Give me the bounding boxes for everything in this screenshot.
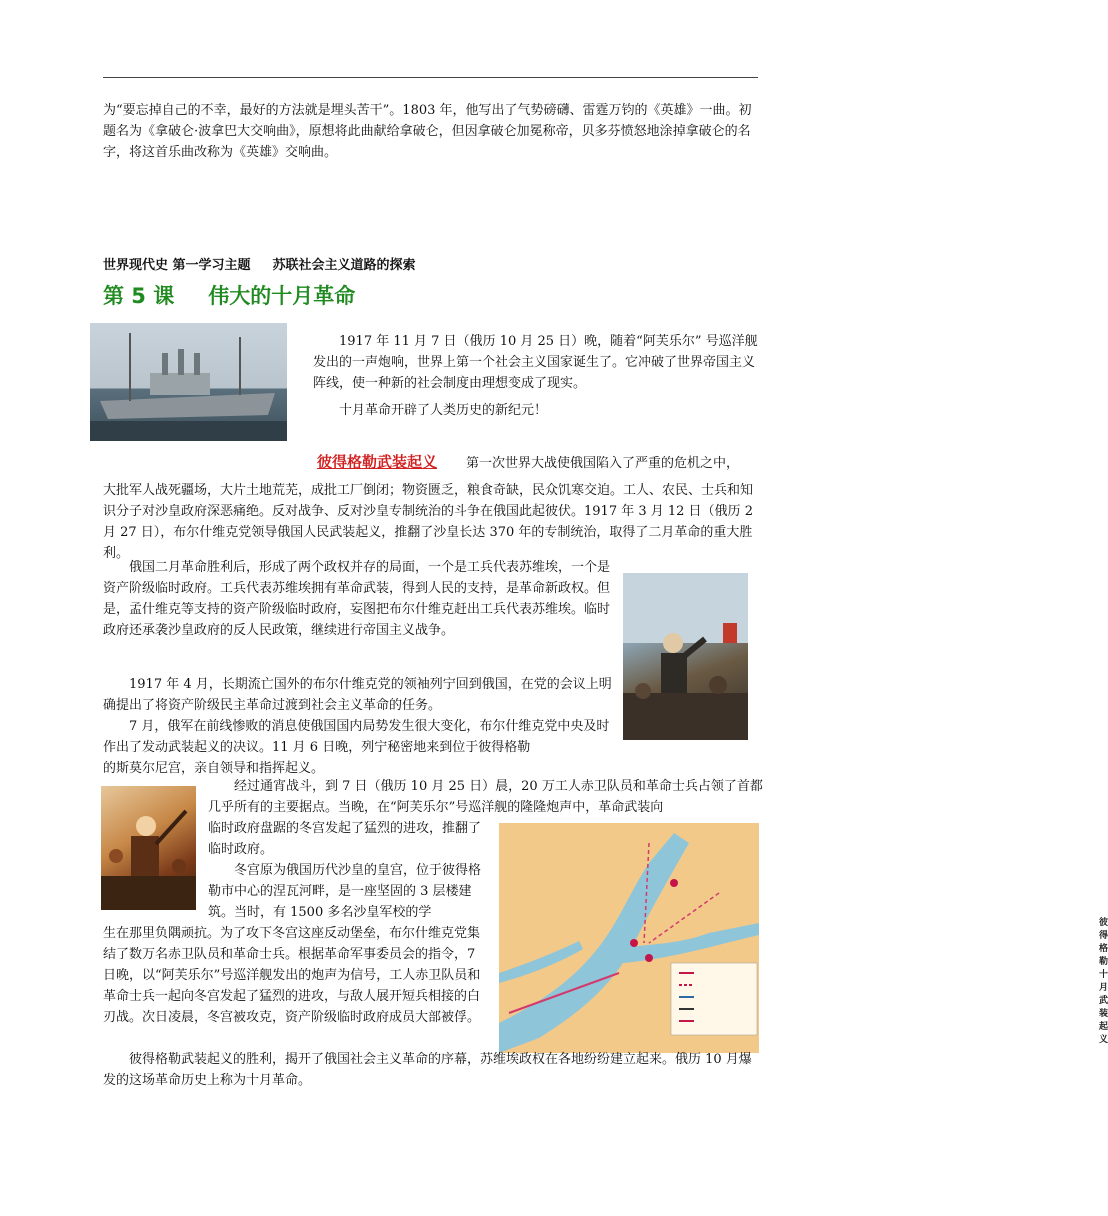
aurora-cruiser-photo	[90, 323, 287, 441]
lenin-speech-painting	[623, 573, 748, 740]
dual-power-paragraph: 俄国二月革命胜利后，形成了两个政权并存的局面，一个是工兵代表苏维埃，一个是资产阶级临时政府。工兵代表苏维埃拥有革命武装，得到人民的支持，是革命新政权。但是，孟什维克等支持的资产阶级临时政府，妄图把布尔什维克赶出工兵代表苏维埃。临时政府还承袭沙皇政府的反人民政策，继续进行帝国主义战争。	[103, 560, 611, 638]
map-caption: 彼得格勒十月武装起义	[1099, 918, 1108, 1045]
lead-slogan: 十月革命开辟了人类历史的新纪元！	[339, 403, 548, 418]
intro-paragraph: 为“要忘掉自己的不幸，最好的方法就是埋头苦干”。1803 年，他写出了气势磅礴、雷霆万钧的《英雄》一曲。初题名为《拿破仑·波拿巴大交响曲》，原想将此曲献给拿破仑，但因拿破仑加冕称帝，贝多芬愤怒地涂掉拿破仑的名字，将这首乐曲改称为《英雄》交响曲。	[103, 103, 752, 160]
series-label: 世界现代史 第一学习主题	[103, 258, 251, 273]
conclusion-paragraph: 彼得格勒武装起义的胜利，揭开了俄国社会主义革命的序幕，苏维埃政权在各地纷纷建立起来。俄历 10 月爆发的这场革命历史上称为十月革命。	[103, 1052, 752, 1088]
battle-paragraph-end: 临时政府盘踞的冬宫发起了猛烈的进攻，推翻了临时政府。	[208, 821, 482, 857]
section-first-line: 第一次世界大战使俄国陷入了严重的危机之中，	[466, 456, 740, 471]
lead-paragraph: 1917 年 11 月 7 日（俄历 10 月 25 日）晚，随着“阿芙乐尔” 号巡洋舰发出的一声炮响，世界上第一个社会主义国家诞生了。它冲破了世界帝国主义阵线，使一种新的社会制度由理想变成了现实。	[313, 334, 758, 391]
section-paragraph: 大批军人战死疆场，大片土地荒芜，成批工厂倒闭；物资匮乏，粮食奇缺，民众饥寒交迫。工人、农民、士兵和知识分子对沙皇政府深恶痛绝。反对战争、反对沙皇专制统治的斗争在俄国此起彼伏。1917 年 3 月 12 日（俄历 2 月 27 日），布尔什维克党领导俄国人民武装起义，推翻了沙皇长达 370 年的专制统治，取得了二月革命的重大胜利。	[103, 483, 754, 561]
lesson-name: 伟大的十月革命	[208, 284, 356, 308]
series-topic: 苏联社会主义道路的探索	[272, 258, 416, 273]
lesson-number: 第 5 课	[103, 284, 175, 308]
series-heading	[103, 254, 416, 273]
section-heading: 彼得格勒武装起义	[317, 453, 438, 471]
battle-paragraph: 经过通宵战斗，到 7 日（俄历 10 月 25 日）晨，20 万工人赤卫队员和革命士兵占领了首都几乎所有的主要据点。当晚，在“阿芙乐尔”号巡洋舰的隆隆炮声中，革命武装向	[208, 779, 763, 815]
uprising-map	[499, 823, 1108, 1053]
april-paragraph: 1917 年 4 月，长期流亡国外的布尔什维克党的领袖列宁回到俄国，在党的会议上明确提出了将资产阶级民主革命过渡到社会主义革命的任务。	[103, 677, 612, 713]
lesson-title	[103, 280, 355, 310]
winter-palace-paragraph: 冬宫原为俄国历代沙皇的皇宫，位于彼得格勒市中心的涅瓦河畔，是一座坚固的 3 层楼建筑。当时，有 1500 多名沙皇军校的学	[208, 863, 482, 920]
july-paragraph: 7 月，俄军在前线惨败的消息使俄国国内局势发生很大变化，布尔什维克党中央及时作出了发动武装起义的决议。11 月 6 日晚，列宁秘密地来到位于彼得格勒	[103, 719, 610, 755]
winter-palace-paragraph-end: 生在那里负隅顽抗。为了攻下冬宫这座反动堡垒，布尔什维克党集结了数万名赤卫队员和革命士兵。根据革命军事委员会的指令，7 日晚，以“阿芙乐尔”号巡洋舰发出的炮声为信号，工人赤卫队员和革命士兵一起向冬宫发起了猛烈的进攻，与敌人展开短兵相接的白刃战。次日凌晨，冬宫被攻克，资产阶级临时政府成员大部被俘。	[103, 926, 481, 1025]
winter-palace-assault-painting	[101, 786, 196, 910]
july-paragraph-end: 的斯莫尔尼宫，亲自领导和指挥起义。	[103, 761, 325, 776]
header-rule	[103, 77, 758, 78]
